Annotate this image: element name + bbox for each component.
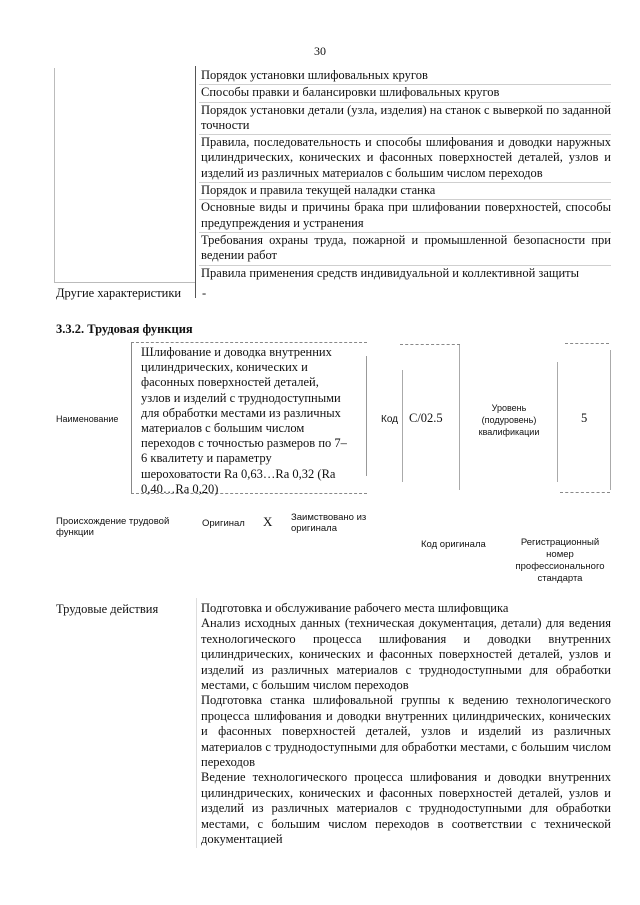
reg-label-line: стандарта bbox=[537, 573, 583, 584]
top-table-content bbox=[199, 68, 611, 282]
top-table-divider bbox=[195, 66, 196, 298]
labor-action-item: Подготовка и обслуживание рабочего места шлифовщика bbox=[201, 601, 509, 615]
function-name-line: материалов с большим числом bbox=[141, 421, 305, 436]
function-name-line: для обработки местами из различных bbox=[141, 405, 341, 420]
reg-label-line: Регистрационный bbox=[520, 537, 600, 548]
name-label: Наименование bbox=[56, 414, 119, 424]
name-box-left-border bbox=[131, 342, 132, 494]
labor-actions-list bbox=[200, 601, 611, 848]
labor-actions-divider bbox=[196, 598, 197, 848]
function-name-line: 0,40…Ra 0,20) bbox=[141, 481, 219, 496]
registration-number-label bbox=[510, 537, 610, 585]
reg-label-line: профессионального bbox=[515, 561, 605, 572]
knowledge-item: Основные виды и причины брака при шлифовании поверхностей, способы предупреждения и устранения bbox=[199, 200, 611, 233]
origin-label-line: Происхождение трудовой bbox=[56, 516, 170, 527]
function-name-line: фасонных поверхностей деталей, bbox=[141, 375, 319, 390]
function-name-line: цилиндрических, конических и bbox=[141, 360, 308, 375]
code-box-right-border bbox=[459, 344, 460, 490]
code-box-top-border bbox=[400, 344, 460, 345]
top-table-left-cell bbox=[54, 68, 195, 283]
knowledge-item: Правила, последовательность и способы шлифования и доводки наружных цилиндрических, конических и фасонных поверхностей деталей, узлов и изделий из различных материалов с большим числом переходов bbox=[199, 135, 611, 183]
level-box-top-border bbox=[565, 343, 609, 344]
function-name-line: Шлифование и доводка внутренних bbox=[141, 345, 332, 359]
other-characteristics-label: Другие характеристики bbox=[56, 286, 182, 300]
code-original-label: Код оригинала bbox=[421, 539, 486, 550]
knowledge-item: Способы правки и балансировки шлифовальных кругов bbox=[199, 85, 611, 102]
origin-label-line: функции bbox=[56, 527, 94, 538]
level-label-line: (подуровень) bbox=[481, 415, 537, 425]
level-label-line: квалификации bbox=[478, 427, 540, 437]
function-name-line: переходов с точностью размеров по 7– bbox=[141, 436, 347, 451]
section-title: 3.3.2. Трудовая функция bbox=[56, 322, 193, 336]
origin-label bbox=[56, 516, 169, 538]
labor-action-item: Ведение технологического процесса шлифования и доводки внутренних цилиндрических, конических и фасонных поверхностей деталей, узлов и изделий из различных материалов с труднодоступными для обработки местами, с большим числом переходов в соответствии с технической документацией bbox=[201, 770, 611, 847]
function-name-line: 6 квалитету и параметру bbox=[141, 451, 272, 466]
labor-actions-label: Трудовые действия bbox=[56, 602, 159, 616]
level-box-left-border bbox=[557, 362, 558, 482]
qualification-level-value: 5 bbox=[581, 411, 588, 425]
knowledge-item: Требования охраны труда, пожарной и промышленной безопасности при ведении работ bbox=[199, 233, 611, 266]
original-label: Оригинал bbox=[202, 518, 245, 529]
level-box-bottom-border bbox=[560, 492, 610, 493]
level-label-line: Уровень bbox=[491, 403, 527, 413]
function-name-line: шероховатости Ra 0,63…Ra 0,32 (Ra bbox=[141, 466, 336, 481]
knowledge-item: Порядок и правила текущей наладки станка bbox=[199, 183, 611, 200]
original-mark: X bbox=[263, 514, 273, 529]
function-name-line: узлов и изделий с труднодоступными bbox=[141, 390, 341, 405]
function-name bbox=[141, 345, 367, 497]
page-number: 30 bbox=[314, 44, 326, 58]
labor-action-item: Подготовка станка шлифовальной группы к ведению технологического процесса шлифования и доводки внутренних цилиндрических, конических и фасонных поверхностей деталей, узлов и изделий из различных материалов с труднодоступными для обработки местами, с большим числом переходов bbox=[201, 693, 611, 770]
borrowed-label-line: оригинала bbox=[291, 523, 338, 534]
reg-label-line: номер bbox=[546, 549, 574, 560]
qualification-level-label bbox=[469, 402, 549, 438]
other-characteristics-value: - bbox=[202, 286, 207, 300]
name-box-top-border bbox=[131, 342, 367, 343]
knowledge-item: Правила применения средств индивидуальной и коллективной защиты bbox=[201, 265, 580, 280]
code-label: Код bbox=[381, 414, 399, 425]
knowledge-item: Порядок установки детали (узла, изделия) на станок с выверкой по заданной точности bbox=[199, 103, 611, 136]
level-box-right-border bbox=[610, 350, 611, 490]
knowledge-item: Порядок установки шлифовальных кругов bbox=[199, 68, 611, 85]
code-box-left-border bbox=[402, 370, 403, 482]
labor-action-item: Анализ исходных данных (техническая документация, детали) для ведения технологического процесса шлифования и доводки внутренних цилиндрических, конических и фасонных поверхностей деталей, узлов и изделий из различных материалов с труднодоступными для обработки местами, с большим числом переходов bbox=[201, 616, 611, 693]
borrowed-label-line: Заимствовано из bbox=[291, 512, 367, 523]
borrowed-label bbox=[291, 512, 366, 534]
code-value: C/02.5 bbox=[409, 411, 443, 425]
